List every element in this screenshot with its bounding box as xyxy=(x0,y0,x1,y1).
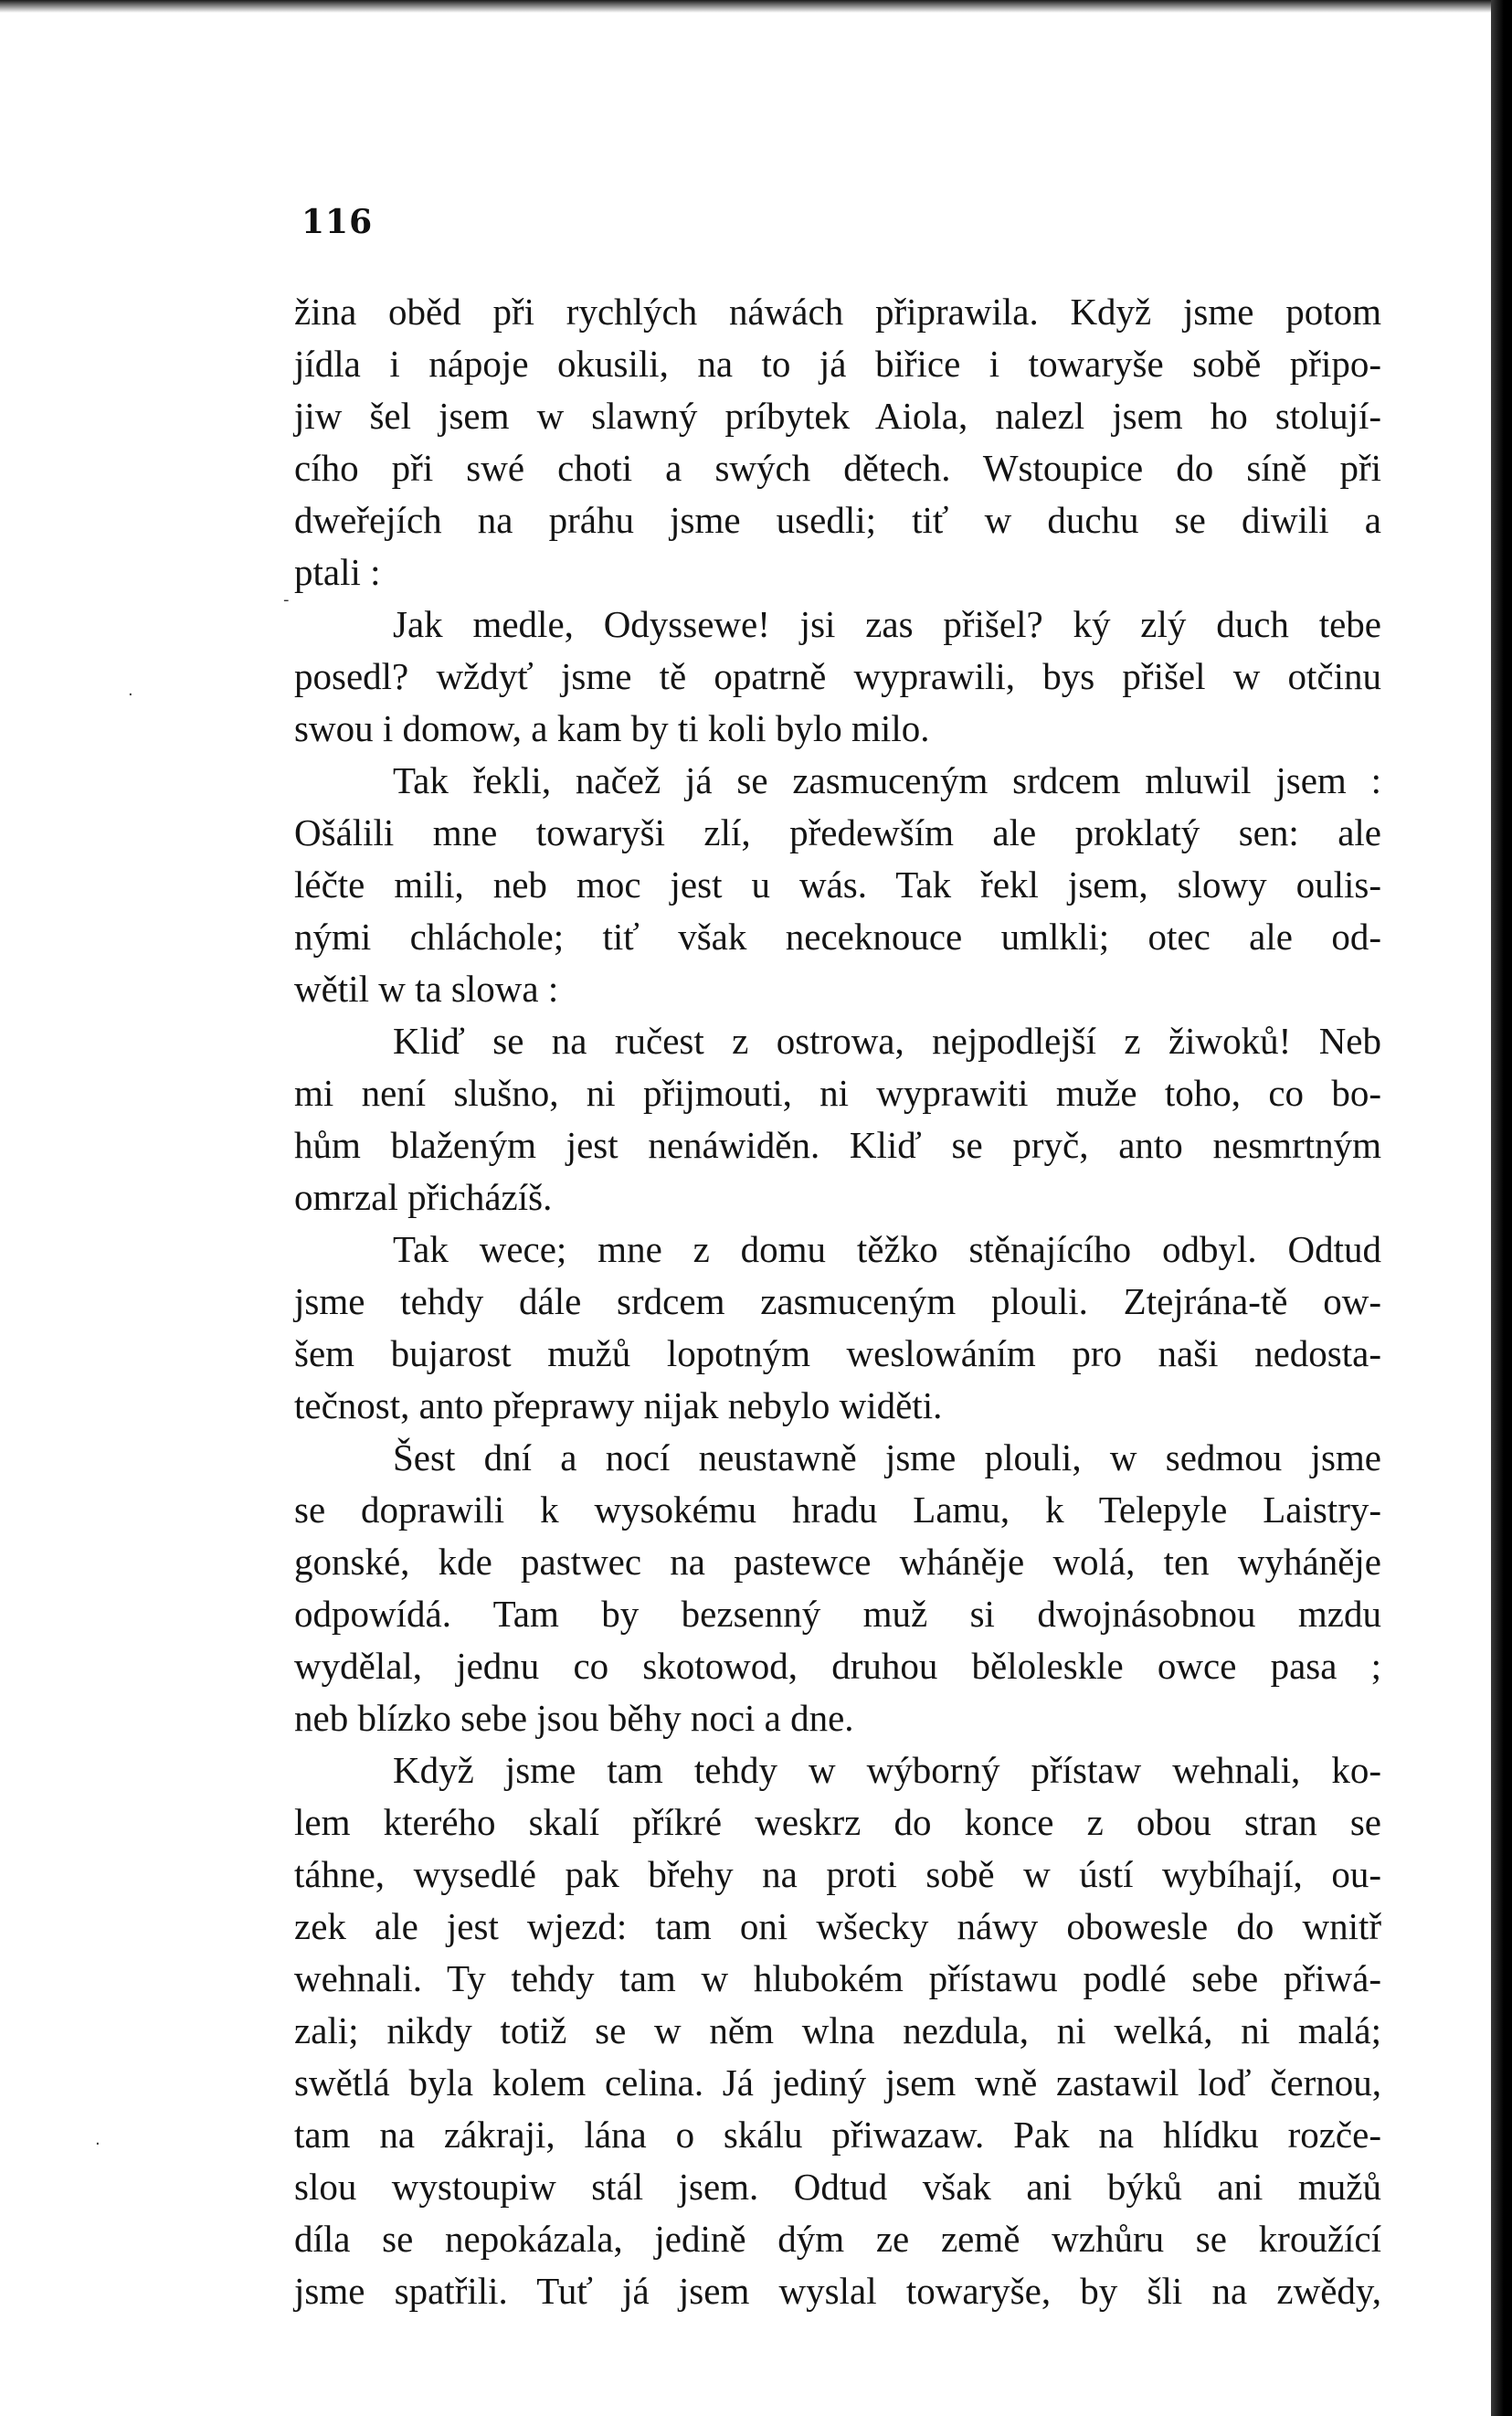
page-number: 116 xyxy=(301,203,374,241)
margin-speck: · xyxy=(128,685,133,705)
text-line: zali; nikdy totiž se w něm wlna nezdula, ni welká, ni malá; xyxy=(294,2009,1381,2051)
text-line: jiw šel jsem w slawný príbytek Aiola, nalezl jsem ho stolují- xyxy=(294,395,1381,437)
scan-edge-shadow xyxy=(1491,0,1512,2416)
text-line: Tak wece; mne z domu těžko stěnajícího odbyl. Odtud xyxy=(393,1228,1381,1270)
text-line: Šest dní a nocí neustawně jsme plouli, w sedmou jsme xyxy=(393,1436,1381,1478)
text-line: žina oběd při rychlých náwách připrawila. Když jsme potom xyxy=(294,291,1381,333)
text-line: swou i domow, a kam by ti koli bylo milo. xyxy=(294,707,930,749)
text-line: tečnost, anto přeprawy nijak nebylo widěti. xyxy=(294,1384,943,1426)
text-line: wydělal, jednu co skotowod, druhou běloleskle owce pasa ; xyxy=(294,1645,1381,1687)
text-line: hům blaženým jest nenáwiděn. Kliď se pryč, anto nesmrtným xyxy=(294,1124,1381,1166)
body-text xyxy=(294,286,1381,2317)
text-line: Když jsme tam tehdy w wýborný přístaw wehnali, ko- xyxy=(393,1749,1381,1791)
text-line: nými chláchole; tiť však neceknouce umlkli; otec ale od- xyxy=(294,916,1381,958)
text-line: jsme spatřili. Tuť já jsem wyslal towaryše, by šli na zwědy, xyxy=(294,2270,1381,2312)
text-line: wehnali. Ty tehdy tam w hlubokém přístawu podlé sebe přiwá- xyxy=(294,1957,1381,1999)
text-line: posedl? wždyť jsme tě opatrně wyprawili, bys přišel w otčinu xyxy=(294,655,1381,697)
text-line: slou wystoupiw stál jsem. Odtud však ani býků ani mužů xyxy=(294,2166,1381,2208)
text-line: dweřejích na práhu jsme usedli; tiť w duchu se diwili a xyxy=(294,499,1381,541)
text-line: Jak medle, Odyssewe! jsi zas přišel? ký zlý duch tebe xyxy=(393,603,1381,645)
text-line: odpowídá. Tam by bezsenný muž si dwojnásobnou mzdu xyxy=(294,1593,1381,1635)
text-line: gonské, kde pastwec na pastewce wháněje wolá, ten wyháněje xyxy=(294,1541,1381,1583)
text-line: mi není slušno, ni přijmouti, ni wyprawiti muže toho, co bo- xyxy=(294,1072,1381,1114)
margin-speck: - xyxy=(283,590,290,609)
text-line: se doprawili k wysokému hradu Lamu, k Telepyle Laistry- xyxy=(294,1489,1381,1531)
text-line: díla se nepokázala, jedině dým ze země wzhůru se kroužící xyxy=(294,2218,1381,2260)
text-line: šem bujarost mužů lopotným weslowáním pro naši nedosta- xyxy=(294,1332,1381,1374)
text-line: jsme tehdy dále srdcem zasmuceným plouli. Ztejrána-tě ow- xyxy=(294,1280,1381,1322)
text-line: wětil w ta slowa : xyxy=(294,968,559,1010)
text-line: zek ale jest wjezd: tam oni wšecky náwy obowesle do wnitř xyxy=(294,1905,1381,1947)
text-line: Tak řekli, načež já se zasmuceným srdcem mluwil jsem : xyxy=(393,759,1381,801)
text-line: jídla i nápoje okusili, na to já biřice i towaryše sobě připo- xyxy=(294,343,1381,385)
text-line: táhne, wysedlé pak břehy na proti sobě w ústí wybíhají, ou- xyxy=(294,1853,1381,1895)
text-line: tam na zákraji, lána o skálu přiwazaw. Pak na hlídku rozče- xyxy=(294,2114,1381,2156)
text-line: ptali : xyxy=(294,551,381,593)
text-line: swětlá byla kolem celina. Já jediný jsem wně zastawil loď černou, xyxy=(294,2061,1381,2103)
text-line: Kliď se na ručest z ostrowa, nejpodlejší z žiwoků! Neb xyxy=(393,1020,1381,1062)
page-top-shadow xyxy=(0,0,1491,13)
text-line: neb blízko sebe jsou běhy noci a dne. xyxy=(294,1697,854,1739)
text-line: omrzal přicházíš. xyxy=(294,1176,553,1218)
text-line: Ošálili mne towaryši zlí, předewším ale proklatý sen: ale xyxy=(294,811,1381,853)
text-line: lem kterého skalí příkré weskrz do konce z obou stran se xyxy=(294,1801,1381,1843)
text-line: léčte mili, neb moc jest u wás. Tak řekl jsem, slowy oulis- xyxy=(294,864,1381,906)
text-line: cího při swé choti a swých dětech. Wstoupice do síně při xyxy=(294,447,1381,489)
margin-speck: · xyxy=(95,2135,100,2154)
